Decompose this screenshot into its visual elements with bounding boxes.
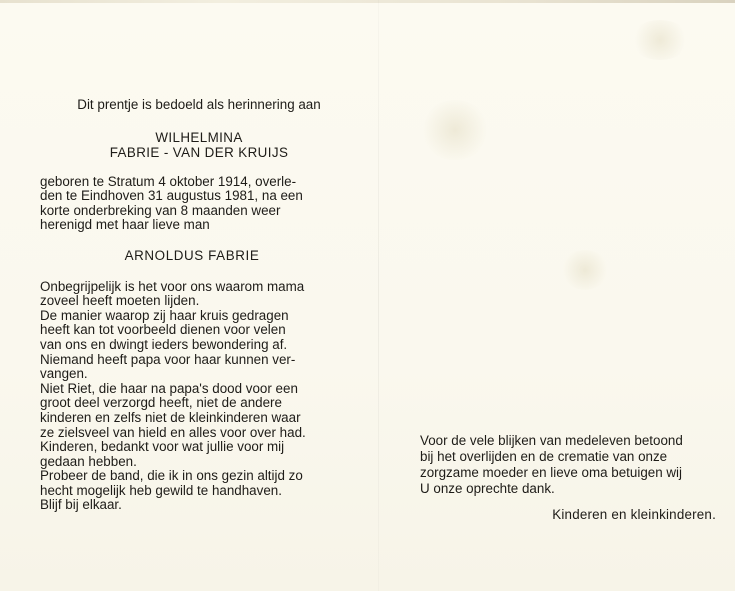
text-line: De manier waarop zij haar kruis gedragen — [40, 307, 289, 323]
paper-spot — [630, 20, 690, 60]
right-panel — [420, 433, 716, 523]
text-line: herenigd met haar lieve man — [40, 217, 210, 233]
thanks-paragraph — [420, 433, 716, 497]
text-line: Blijf bij elkaar. — [40, 497, 122, 513]
paper-spot — [420, 100, 490, 160]
signature: Kinderen en kleinkinderen. — [552, 507, 716, 522]
text-line: zorgzame moeder en lieve oma betuigen wij — [420, 465, 683, 480]
text-line: den te Eindhoven 31 augustus 1981, na een — [40, 188, 303, 204]
intro-text: Dit prentje is bedoeld als herinnering aan — [77, 97, 321, 112]
paper-spot — [560, 250, 610, 290]
text-line: vangen. — [40, 366, 88, 382]
text-line: van ons en dwingt ieders bewondering af. — [40, 336, 288, 352]
text-line: kinderen en zelfs niet de kleinkinderen waar — [40, 409, 301, 425]
text-line: Onbegrijpelijk is het voor ons waarom mama — [40, 278, 305, 294]
left-panel — [40, 98, 358, 513]
text-line: heeft kan tot voorbeeld dienen voor velen — [40, 322, 286, 338]
deceased-first-name: WILHELMINA — [155, 129, 243, 145]
text-line: Niemand heeft papa voor haar kunnen ver- — [40, 351, 296, 367]
card-fold-line — [378, 0, 379, 591]
text-line: groot deel verzorgd heeft, niet de andere — [40, 395, 282, 411]
birth-death-paragraph — [40, 175, 358, 233]
text-line: bij het overlijden en de crematie van onze — [420, 449, 668, 464]
text-line: ze zielsveel van hield en alles voor over had. — [40, 424, 306, 440]
text-line: Probeer de band, die ik in ons gezin altijd zo — [40, 468, 303, 484]
card-top-edge — [0, 0, 735, 3]
text-line: korte onderbreking van 8 maanden weer — [40, 202, 281, 218]
text-line: Kinderen, bedankt voor wat jullie voor mij — [40, 439, 285, 455]
text-line: Niet Riet, die haar na papa's dood voor een — [40, 380, 298, 396]
text-line: Voor de vele blijken van medeleven betoond — [420, 433, 683, 448]
text-line: zoveel heeft moeten lijden. — [40, 293, 200, 309]
text-line: hecht mogelijk heb gewild te handhaven. — [40, 482, 282, 498]
text-line: geboren te Stratum 4 oktober 1914, overle- — [40, 173, 297, 189]
farewell-paragraph — [40, 280, 358, 514]
text-line: U onze oprechte dank. — [420, 481, 555, 496]
text-line: gedaan hebben. — [40, 453, 137, 469]
spouse-name: ARNOLDUS FABRIE — [124, 247, 260, 263]
deceased-surname: FABRIE - VAN DER KRUIJS — [109, 144, 289, 160]
